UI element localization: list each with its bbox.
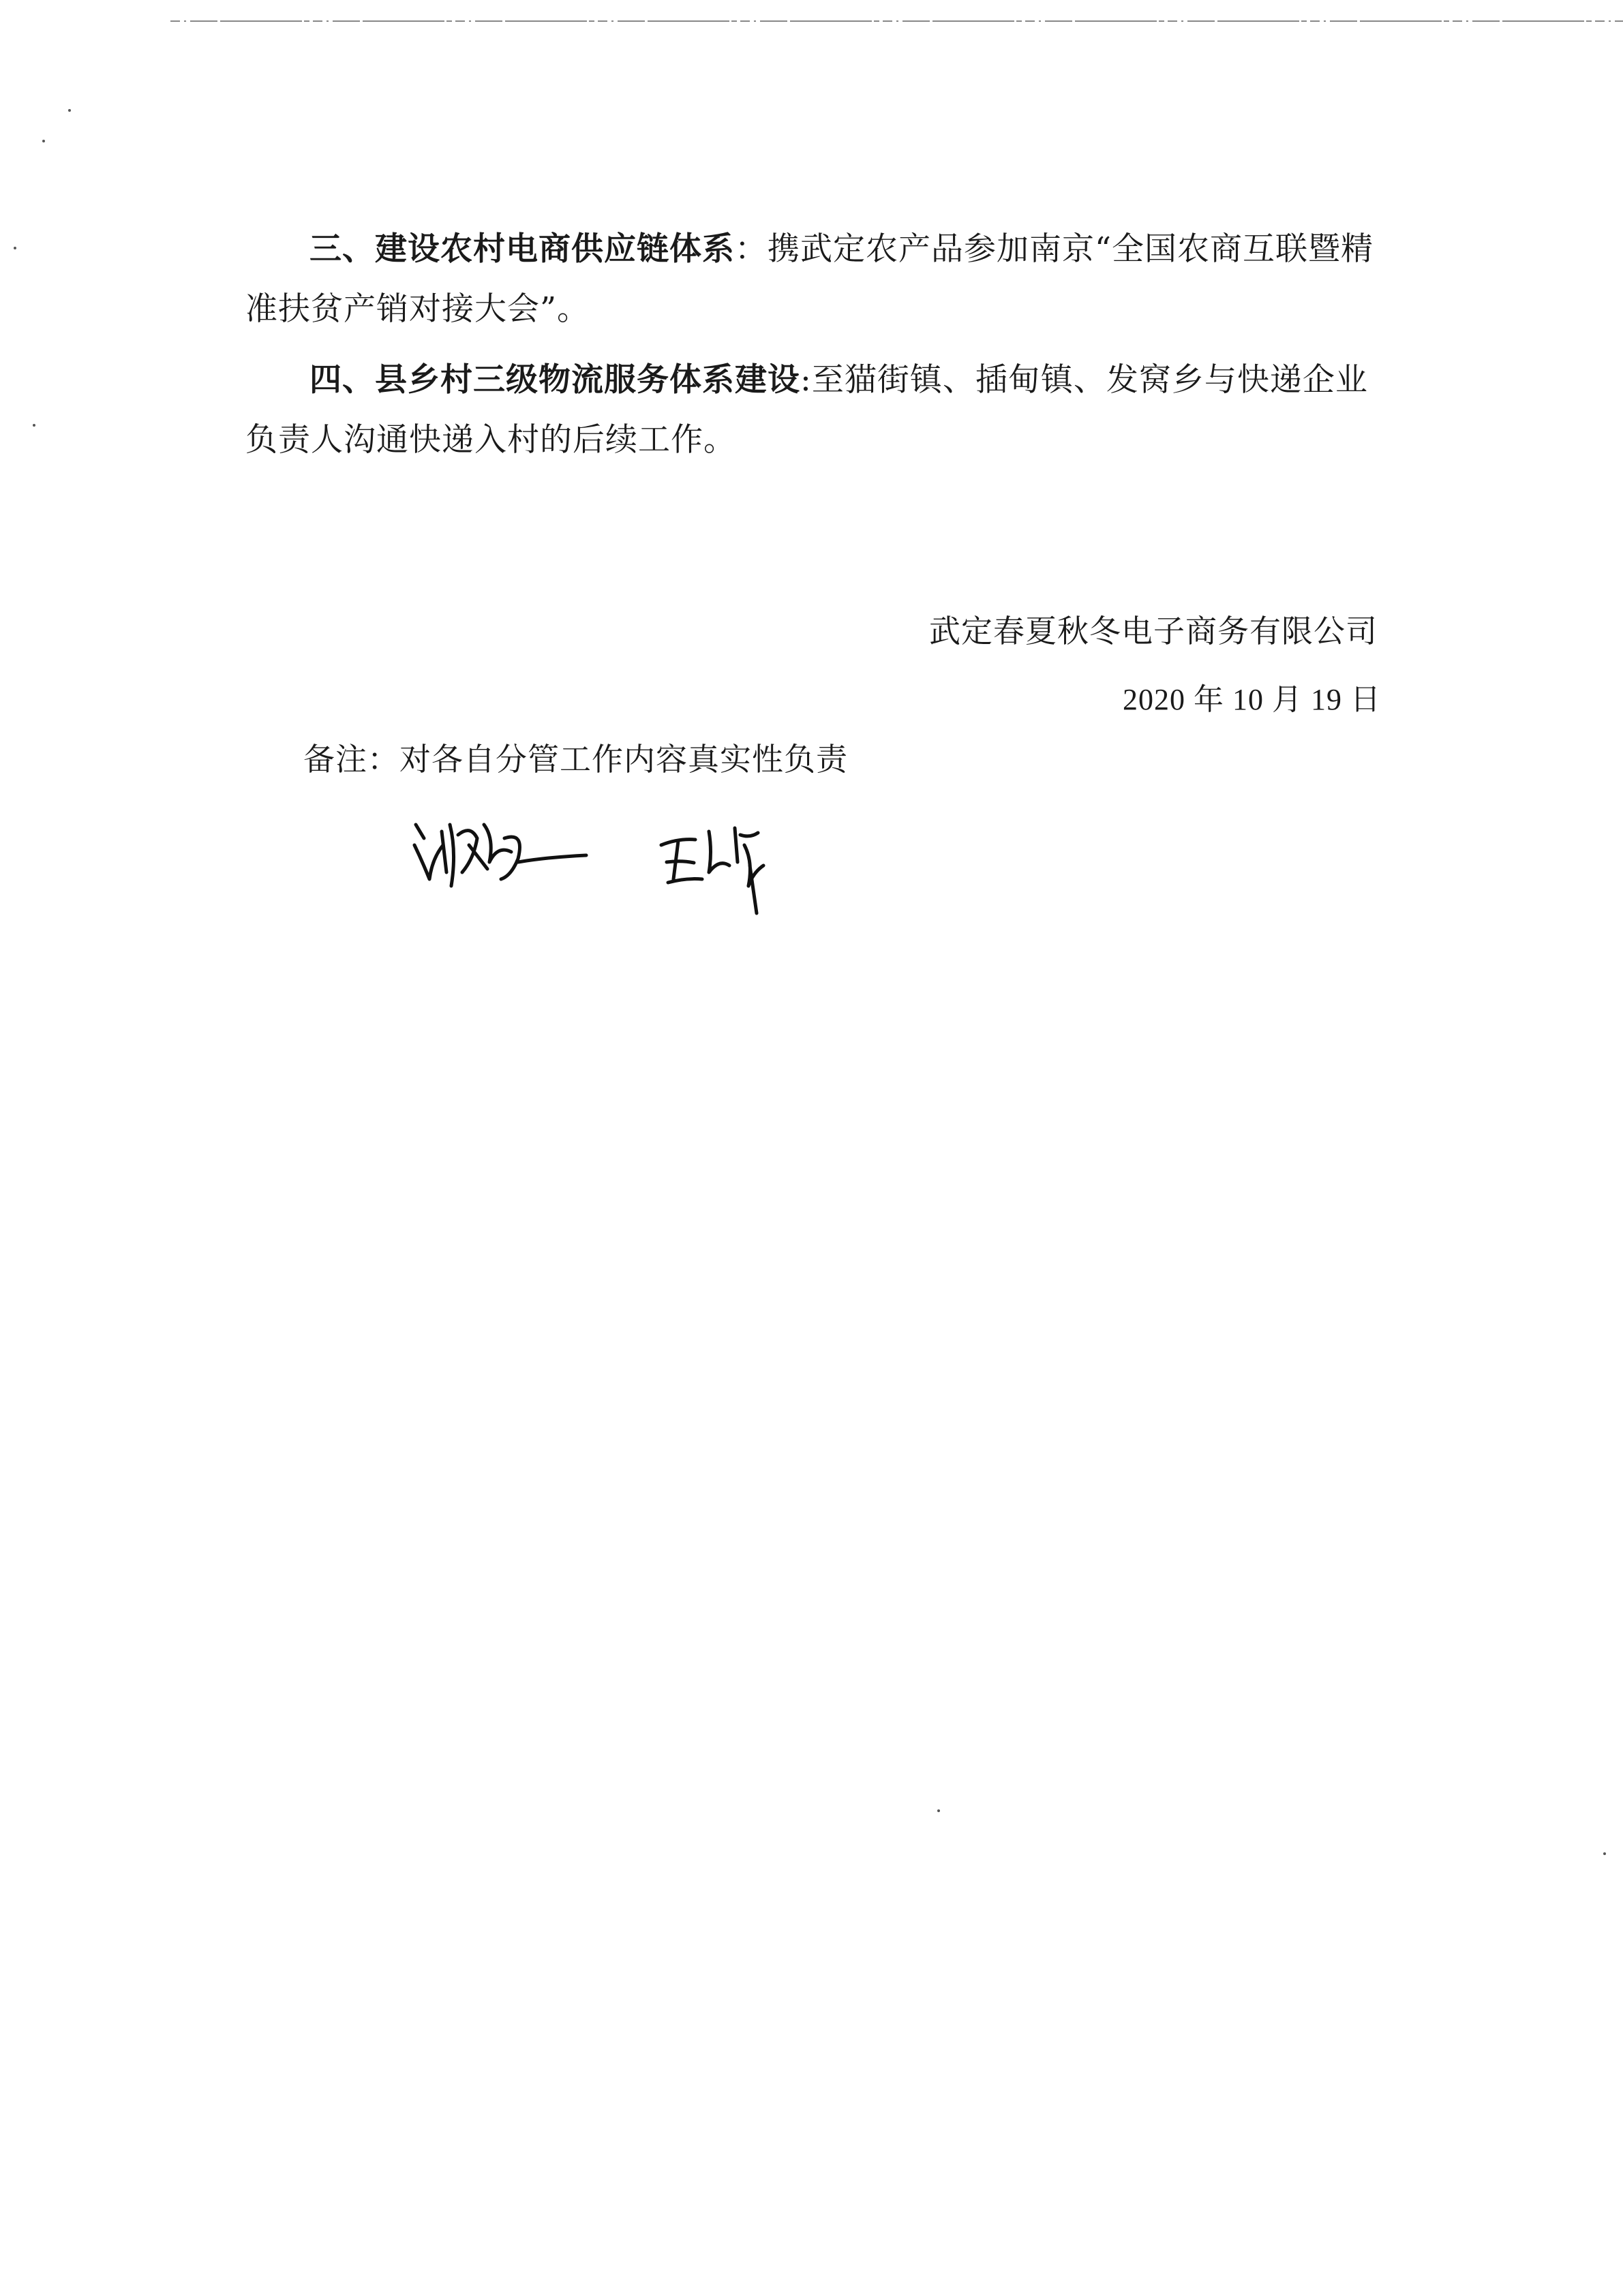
section-4-paragraph [245, 350, 1391, 470]
section-3-body: ：携武定农产品参加南京“全国农商互联暨精准扶贫产销对接大会”。 [245, 230, 1374, 328]
handwritten-signatures [409, 797, 832, 934]
company-name: 武定春夏秋冬电子商务有限公司 [929, 613, 1378, 649]
document-date: 2020 年 10 月 19 日 [1123, 683, 1381, 716]
signature-1 [414, 825, 586, 886]
section-3-paragraph [245, 219, 1391, 339]
scan-speck [14, 247, 16, 249]
signature-2 [661, 828, 763, 913]
scan-speck [1603, 1852, 1606, 1855]
scan-edge-artifact [0, 16, 1623, 26]
scan-speck [68, 109, 71, 112]
scan-speck [937, 1809, 940, 1812]
footnote-remark: 备注：对各自分管工作内容真实性负责 [303, 741, 848, 778]
scan-speck [33, 424, 35, 427]
scan-speck [42, 140, 45, 142]
section-4-heading: 四、县乡村三级物流服务体系建设 [309, 361, 800, 399]
section-3-heading: 三、建设农村电商供应链体系 [309, 230, 735, 268]
section-4-body: :至猫街镇、插甸镇、发窝乡与快递企业负责人沟通快递入村的后续工作。 [245, 361, 1368, 459]
